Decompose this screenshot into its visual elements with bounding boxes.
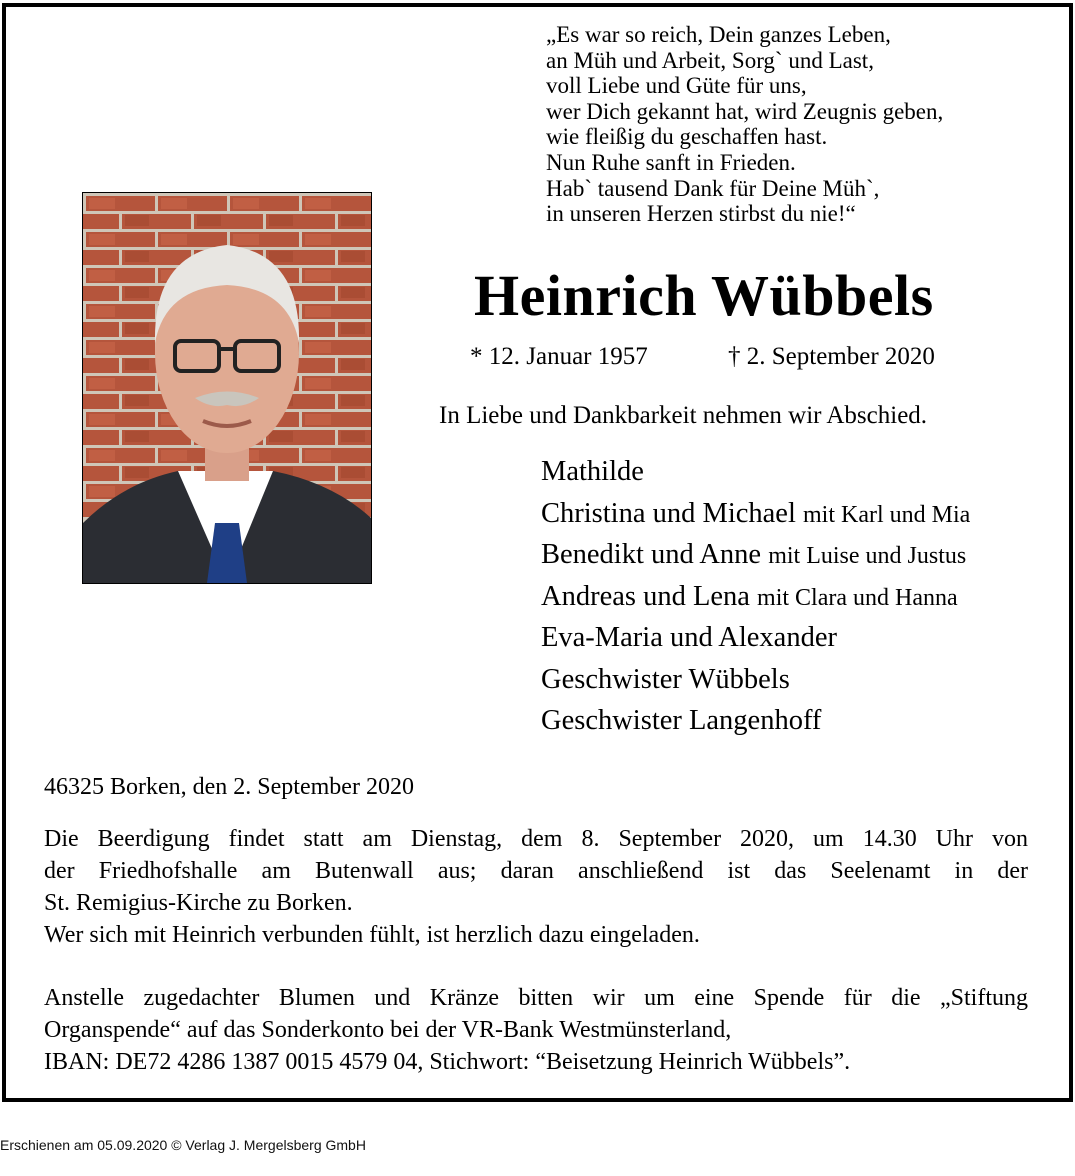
poem-line: Hab` tausend Dank für Deine Müh`, [546,175,880,201]
funeral-line: der Friedhofshalle am Butenwall aus; daran anschließend ist das Seelenamt in der [44,858,1028,884]
donation-info [44,982,1028,1078]
place-date: 46325 Borken, den 2. September 2020 [44,774,414,800]
funeral-line: Die Beerdigung findet statt am Dienstag, dem 8. September 2020, um 14.30 Uhr von [44,826,1028,852]
poem-line: wer Dich gekannt hat, wird Zeugnis geben, [546,98,944,124]
donation-line: IBAN: DE72 4286 1387 0015 4579 04, Stichwort: “Beisetzung Heinrich Wübbels”. [44,1049,851,1075]
poem-line: voll Liebe und Güte für uns, [546,73,807,99]
poem-line: wie fleißig du geschaffen hast. [546,124,828,150]
poem-line: „Es war so reich, Dein ganzes Leben, [546,22,891,47]
birth-date: * 12. Januar 1957 [470,343,648,370]
farewell-text: In Liebe und Dankbarkeit nehmen wir Abschied. [439,402,928,429]
family-member: Benedikt und Anne mit Luise und Justus [541,539,967,570]
poem [546,22,943,227]
funeral-line: St. Remigius-Kirche zu Borken. [44,890,353,916]
deceased-name: Heinrich Wübbels [474,263,934,328]
poem-line: in unseren Herzen stirbst du nie!“ [546,201,856,227]
donation-line: Anstelle zugedachter Blumen und Kränze bitten wir um eine Spende für die „Stiftung [44,985,1028,1011]
family-member: Eva-Maria und Alexander [541,622,837,653]
funeral-info [44,823,1028,951]
family-member: Geschwister Langenhoff [541,705,822,736]
publication-footer: Erschienen am 05.09.2020 © Verlag J. Mergelsberg GmbH [0,1137,366,1153]
poem-line: Nun Ruhe sanft in Frieden. [546,149,796,175]
poem-line: an Müh und Arbeit, Sorg` und Last, [546,47,874,73]
family-member: Mathilde [541,456,644,487]
family-member: Geschwister Wübbels [541,663,790,695]
family-member: Christina und Michael mit Karl und Mia [541,497,971,529]
donation-line: Organspende“ auf das Sonderkonto bei der VR-Bank Westmünsterland, [44,1017,732,1043]
death-date: † 2. September 2020 [728,343,935,370]
funeral-line: Wer sich mit Heinrich verbunden fühlt, ist herzlich dazu eingeladen. [44,922,700,948]
family-member: Andreas und Lena mit Clara und Hanna [541,580,958,612]
portrait-photo [82,192,372,584]
family-list [541,454,970,745]
